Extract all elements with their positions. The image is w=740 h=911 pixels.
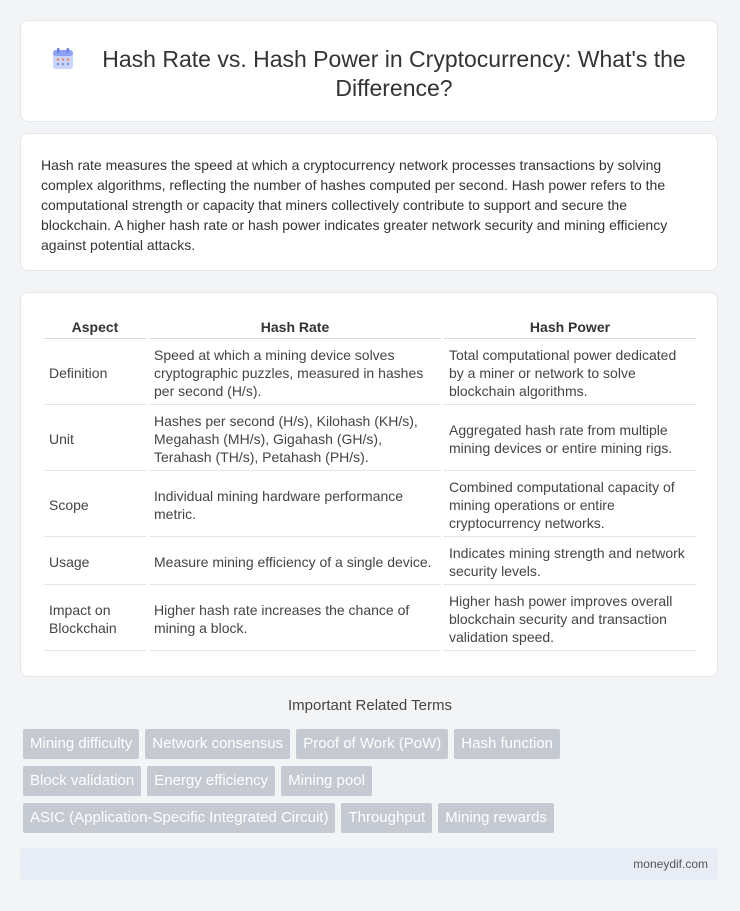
table-cell: Indicates mining strength and network security levels. [444, 539, 696, 585]
tag-mining-rewards[interactable]: Mining rewards [438, 803, 554, 833]
table-cell: Usage [44, 539, 146, 585]
comparison-card [20, 292, 718, 677]
table-row [44, 407, 696, 471]
table-cell: Measure mining efficiency of a single device. [149, 539, 441, 585]
table-cell: Unit [44, 407, 146, 471]
table-cell: Hashes per second (H/s), Kilohash (KH/s), Megahash (MH/s), Gigahash (GH/s), Terahash (TH/s), Petahash (PH/s). [149, 407, 441, 471]
table-row [44, 341, 696, 405]
table-cell: Higher hash rate increases the chance of mining a block. [149, 587, 441, 651]
table-cell: Higher hash power improves overall blockchain security and transaction validation speed. [444, 587, 696, 651]
tag-energy-efficiency[interactable]: Energy efficiency [147, 766, 275, 796]
table-cell: Definition [44, 341, 146, 405]
table-cell: Aggregated hash rate from multiple mining devices or entire mining rigs. [444, 407, 696, 471]
comparison-table [41, 313, 699, 653]
tag-network-consensus[interactable]: Network consensus [145, 729, 290, 759]
footer-site[interactable]: moneydif.com [633, 857, 708, 871]
tag-mining-difficulty[interactable]: Mining difficulty [23, 729, 139, 759]
header-hash-rate: Hash Rate [149, 315, 441, 339]
table-cell: Scope [44, 473, 146, 537]
tag-row [23, 729, 623, 759]
table-cell: Individual mining hardware performance metric. [149, 473, 441, 537]
tag-block-validation[interactable]: Block validation [23, 766, 141, 796]
table-row [44, 473, 696, 537]
related-terms [23, 729, 623, 840]
table-cell: Total computational power dedicated by a miner or network to solve blockchain algorithms. [444, 341, 696, 405]
table-cell: Speed at which a mining device solves cryptographic puzzles, measured in hashes per second (H/s). [149, 341, 441, 405]
related-terms-title: Important Related Terms [288, 697, 452, 714]
tag-row [23, 803, 623, 833]
table-row [44, 587, 696, 651]
table-row [44, 539, 696, 585]
calendar-icon [51, 47, 75, 71]
header-hash-power: Hash Power [444, 315, 696, 339]
table-cell: Impact on Blockchain [44, 587, 146, 651]
tag-throughput[interactable]: Throughput [341, 803, 432, 833]
page-title: Hash Rate vs. Hash Power in Cryptocurrency: What's the Difference? [102, 46, 686, 101]
tag-row [23, 766, 623, 796]
tag-proof-of-work[interactable]: Proof of Work (PoW) [296, 729, 448, 759]
intro-card [20, 133, 718, 271]
intro-paragraph: Hash rate measures the speed at which a cryptocurrency network processes transactions by solving complex algorithms, reflecting the number of hashes computed per second. Hash power refers to the computational strength or capacity that miners collectively contribute to support and secure the blockchain. A higher hash rate or hash power indicates greater network security and mining efficiency against potential attacks. [41, 157, 668, 253]
footer [20, 848, 718, 880]
table-cell: Combined computational capacity of mining operations or entire cryptocurrency networks. [444, 473, 696, 537]
header-aspect: Aspect [44, 315, 146, 339]
table-header-row [44, 315, 696, 339]
tag-hash-function[interactable]: Hash function [454, 729, 560, 759]
tag-mining-pool[interactable]: Mining pool [281, 766, 372, 796]
title-card [20, 20, 718, 122]
tag-asic[interactable]: ASIC (Application-Specific Integrated Circuit) [23, 803, 335, 833]
